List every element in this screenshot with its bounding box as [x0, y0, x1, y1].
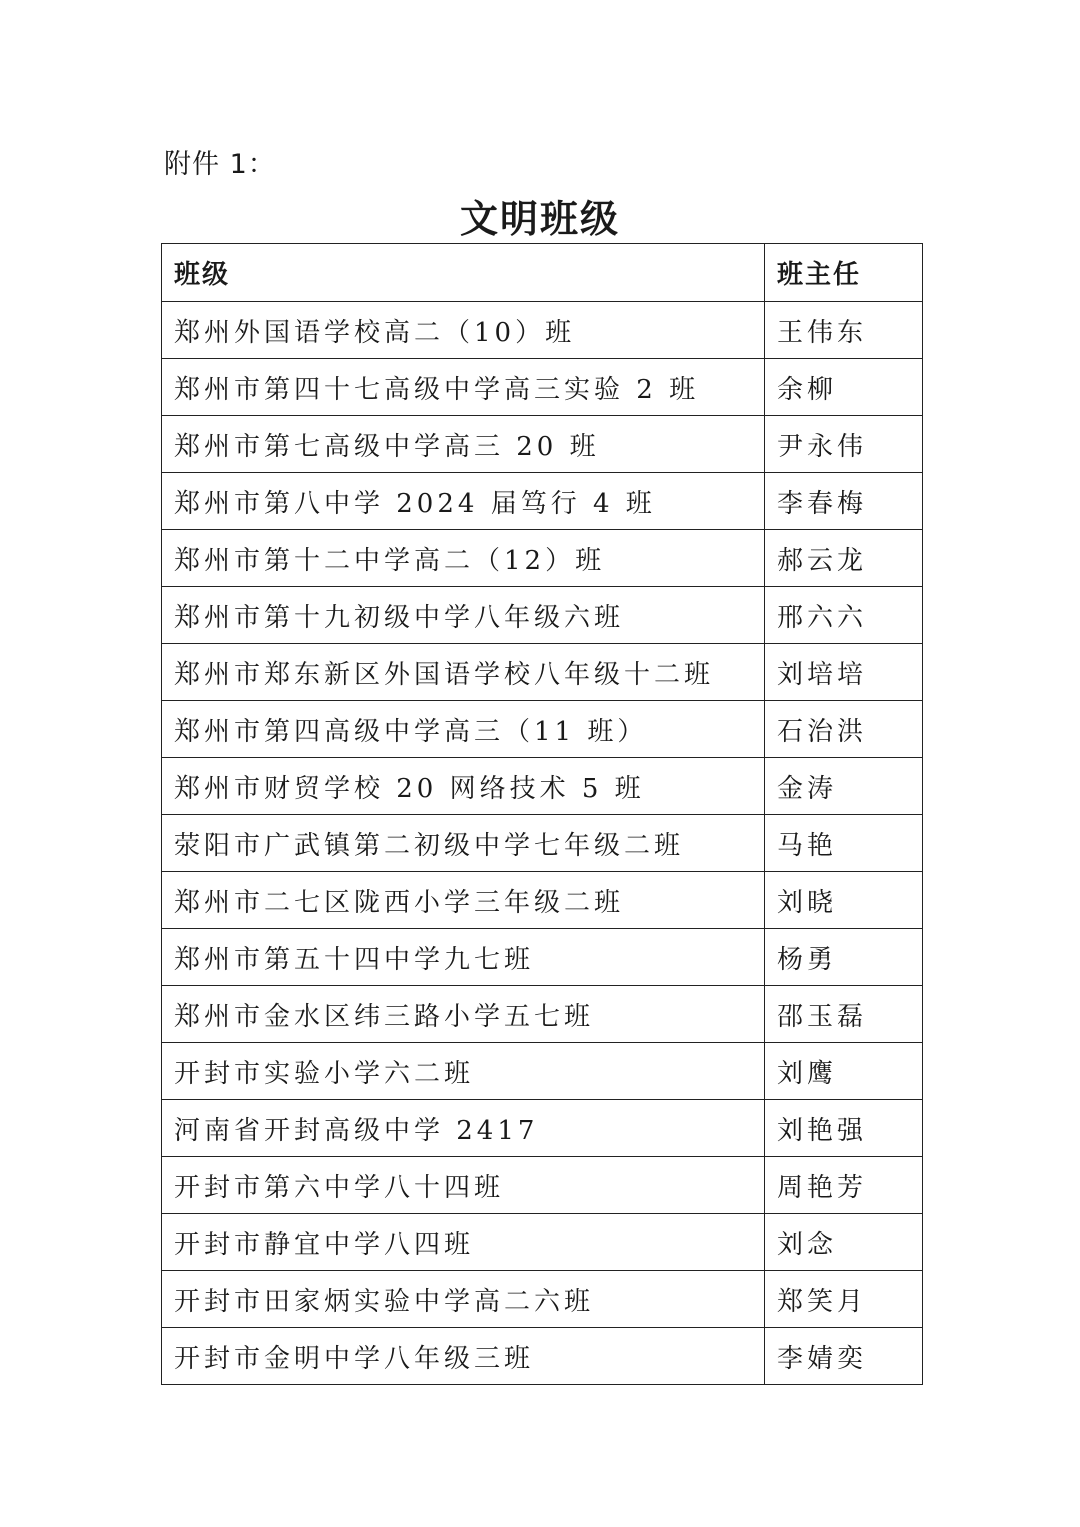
class-cell: 开封市金明中学八年级三班 [162, 1328, 765, 1385]
table-row [162, 701, 923, 758]
table-header-row [162, 244, 923, 302]
teacher-cell: 李春梅 [765, 473, 923, 530]
table-row [162, 530, 923, 587]
teacher-cell: 刘念 [765, 1214, 923, 1271]
table-row [162, 1328, 923, 1385]
class-cell: 郑州市第四高级中学高三（11 班） [162, 701, 765, 758]
teacher-cell: 金涛 [765, 758, 923, 815]
teacher-cell: 王伟东 [765, 302, 923, 359]
teacher-cell: 石治洪 [765, 701, 923, 758]
teacher-cell: 周艳芳 [765, 1157, 923, 1214]
table-row [162, 302, 923, 359]
table-row [162, 416, 923, 473]
table-row [162, 1271, 923, 1328]
class-cell: 荥阳市广武镇第二初级中学七年级二班 [162, 815, 765, 872]
class-cell: 开封市第六中学八十四班 [162, 1157, 765, 1214]
class-cell: 郑州市财贸学校 20 网络技术 5 班 [162, 758, 765, 815]
teacher-cell: 李婧奕 [765, 1328, 923, 1385]
table-row [162, 1100, 923, 1157]
teacher-cell: 尹永伟 [765, 416, 923, 473]
class-cell: 郑州市郑东新区外国语学校八年级十二班 [162, 644, 765, 701]
class-cell: 郑州市第八中学 2024 届笃行 4 班 [162, 473, 765, 530]
attachment-label: 附件 1： [164, 149, 276, 180]
table-row [162, 815, 923, 872]
table-row [162, 1157, 923, 1214]
teacher-cell: 杨勇 [765, 929, 923, 986]
teacher-cell: 刘鹰 [765, 1043, 923, 1100]
table-row [162, 872, 923, 929]
class-cell: 郑州市第四十七高级中学高三实验 2 班 [162, 359, 765, 416]
teacher-cell: 刘艳强 [765, 1100, 923, 1157]
class-cell: 郑州市第五十四中学九七班 [162, 929, 765, 986]
teacher-cell: 余柳 [765, 359, 923, 416]
table-row [162, 473, 923, 530]
teacher-cell: 郝云龙 [765, 530, 923, 587]
table-row [162, 587, 923, 644]
class-cell: 郑州市第七高级中学高三 20 班 [162, 416, 765, 473]
class-cell: 郑州市第十二中学高二（12）班 [162, 530, 765, 587]
table-row [162, 986, 923, 1043]
class-cell: 郑州市第十九初级中学八年级六班 [162, 587, 765, 644]
class-cell: 郑州市二七区陇西小学三年级二班 [162, 872, 765, 929]
class-cell: 郑州市金水区纬三路小学五七班 [162, 986, 765, 1043]
table-row [162, 758, 923, 815]
document-title: 文明班级 [459, 197, 620, 241]
header-teacher: 班主任 [765, 244, 923, 302]
teacher-cell: 郑笑月 [765, 1271, 923, 1328]
teacher-cell: 邵玉磊 [765, 986, 923, 1043]
civilized-class-table [161, 243, 923, 1385]
class-cell: 开封市田家炳实验中学高二六班 [162, 1271, 765, 1328]
teacher-cell: 邢六六 [765, 587, 923, 644]
table-row [162, 929, 923, 986]
class-cell: 开封市静宜中学八四班 [162, 1214, 765, 1271]
teacher-cell: 马艳 [765, 815, 923, 872]
table-row [162, 644, 923, 701]
table-row [162, 359, 923, 416]
class-cell: 河南省开封高级中学 2417 [162, 1100, 765, 1157]
table-row [162, 1214, 923, 1271]
header-class: 班级 [162, 244, 765, 302]
class-cell: 开封市实验小学六二班 [162, 1043, 765, 1100]
class-cell: 郑州外国语学校高二（10）班 [162, 302, 765, 359]
teacher-cell: 刘晓 [765, 872, 923, 929]
table-row [162, 1043, 923, 1100]
teacher-cell: 刘培培 [765, 644, 923, 701]
